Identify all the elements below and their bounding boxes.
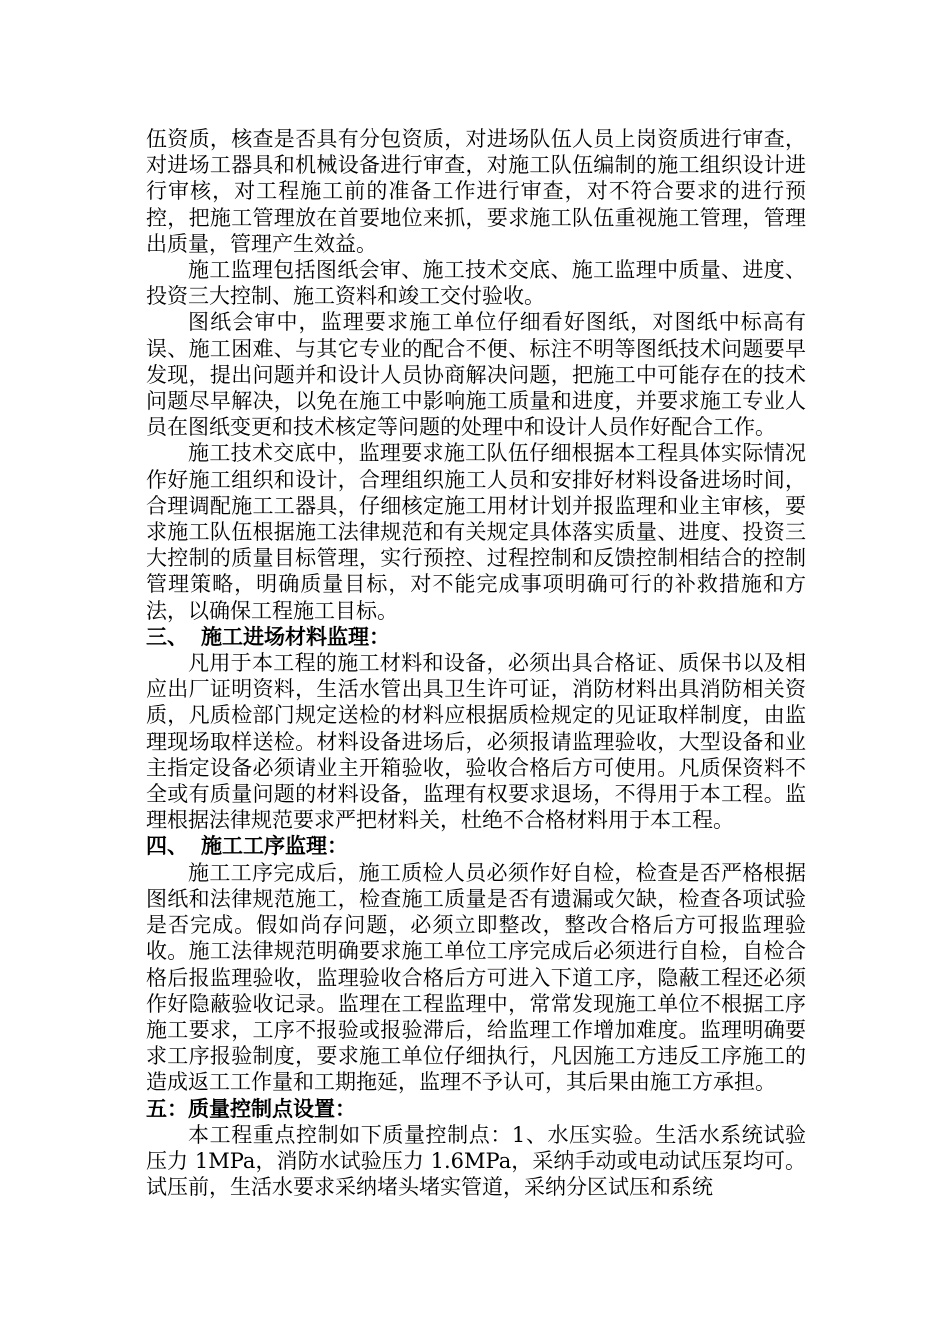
paragraph-supervision-scope: 施工监理包括图纸会审、施工技术交底、施工监理中质量、进度、投资三大控制、施工资料和竣工交付验收。 — [146, 258, 806, 309]
section-heading-quality-points — [146, 1096, 806, 1122]
section-title: 五：质量控制点设置： — [146, 1095, 356, 1121]
paragraph-technical-briefing: 施工技术交底中，监理要求施工队伍仔细根据本工程具体实际情况作好施工组织和设计，合理组织施工人员和安排好材料设备进场时间，合理调配施工工器具，仔细核定施工用材计划并报监理和业主审核，要求施工队伍根据施工法律规范和有关规定具体落实质量、进度、投资三大控制的质量目标管理，实行预控、过程控制和反馈控制相结合的控制管理策略，明确质量目标，对不能完成事项明确可行的补救措施和方法，以确保工程施工目标。 — [146, 441, 806, 623]
section-number: 三、 — [146, 623, 188, 649]
section-number: 四、 — [146, 833, 188, 859]
document-body — [146, 126, 806, 1200]
section-heading-materials — [146, 624, 806, 650]
section-heading-process — [146, 833, 806, 859]
section-title: 施工工序监理： — [201, 833, 348, 859]
paragraph-materials: 凡用于本工程的施工材料和设备，必须出具合格证、质保书以及相应出厂证明资料，生活水管出具卫生许可证，消防材料出具消防相关资质，凡质检部门规定送检的材料应根据质检规定的见证取样制度，由监理现场取样送检。材料设备进场后，必须报请监理验收，大型设备和业主指定设备必须请业主开箱验收，验收合格后方可使用。凡质保资料不全或有质量问题的材料设备，监理有权要求退场，不得用于本工程。监理根据法律规范要求严把材料关，杜绝不合格材料用于本工程。 — [146, 651, 806, 833]
section-title: 施工进场材料监理： — [201, 623, 390, 649]
paragraph-drawing-review: 图纸会审中，监理要求施工单位仔细看好图纸，对图纸中标高有误、施工困难、与其它专业的配合不便、标注不明等图纸技术问题要早发现，提出问题并和设计人员协商解决问题，把施工中可能存在的技术问题尽早解决，以免在施工中影响施工质量和进度，并要求施工专业人员在图纸变更和技术核定等问题的处理中和设计人员作好配合工作。 — [146, 310, 806, 440]
paragraph-process: 施工工序完成后，施工质检人员必须作好自检，检查是否严格根据图纸和法律规范施工，检查施工质量是否有遗漏或欠缺，检查各项试验是否完成。假如尚存问题，必须立即整改，整改合格后方可报监理验收。施工法律规范明确要求施工单位工序完成后必须进行自检，自检合格后报监理验收，监理验收合格后方可进入下道工序，隐蔽工程还必须作好隐蔽验收记录。监理在工程监理中，常常发现施工单位不根据工序施工要求，工序不报验或报验滞后，给监理工作增加难度。监理明确要求工序报验制度，要求施工单位仔细执行，凡因施工方违反工序施工的造成返工工作量和工期拖延，监理不予认可，其后果由施工方承担。 — [146, 860, 806, 1095]
paragraph-quality-points: 本工程重点控制如下质量控制点：1、水压实验。生活水系统试验压力 1MPa，消防水试验压力 1.6MPa，采纳手动或电动试压泵均可。试压前，生活水要求采纳堵头堵实管道，采纳分区试压和系统 — [146, 1122, 806, 1200]
paragraph-qualification-review: 伍资质，核查是否具有分包资质，对进场队伍人员上岗资质进行审查，对进场工器具和机械设备进行审查，对施工队伍编制的施工组织设计进行审核，对工程施工前的准备工作进行审查，对不符合要求的进行预控，把施工管理放在首要地位来抓，要求施工队伍重视施工管理，管理出质量，管理产生效益。 — [146, 127, 806, 256]
